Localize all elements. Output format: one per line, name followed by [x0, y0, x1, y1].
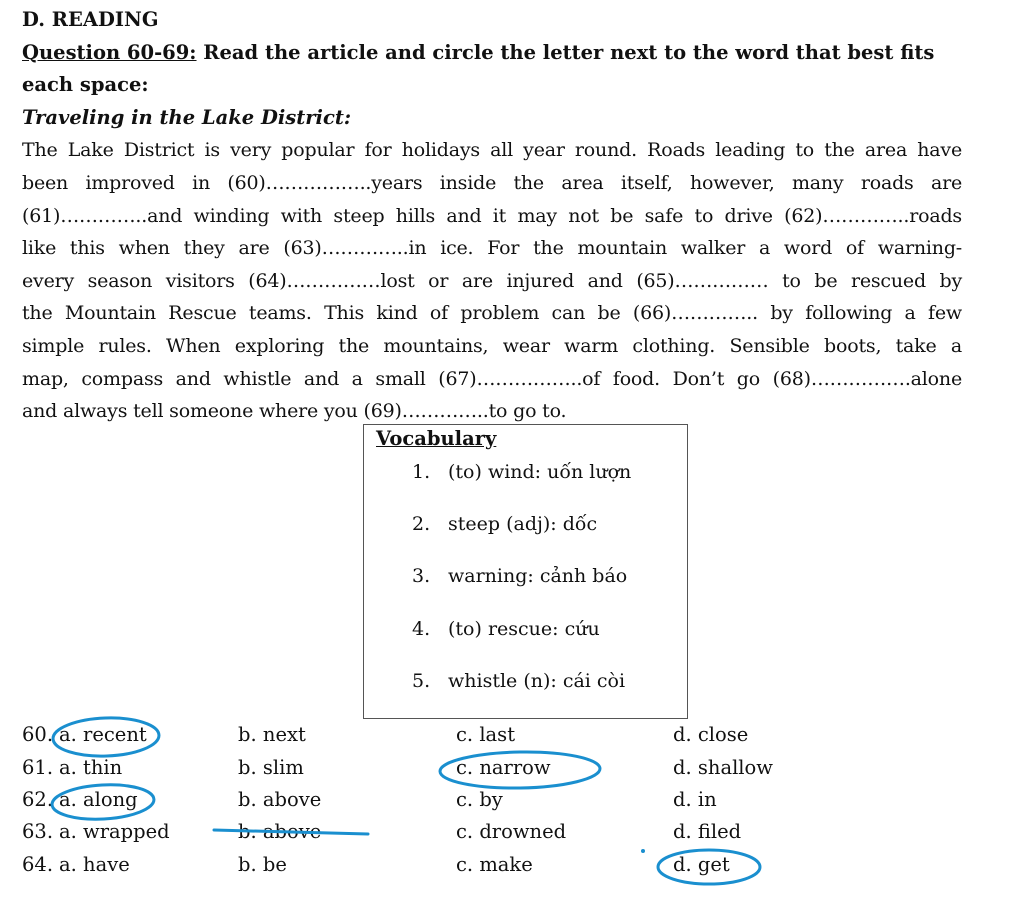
question-instruction-line-1 [22, 37, 962, 70]
question-label: Question 60-69: [22, 40, 197, 64]
option-c[interactable]: c. drowned [456, 820, 567, 843]
article-title: Traveling in the Lake District: [22, 105, 352, 129]
article-body [22, 134, 962, 427]
article-line: like this when they are (63)…………..in ice. For the mountain walker a word of warning- [22, 237, 962, 260]
question-number: 60. [22, 723, 54, 746]
option-d[interactable]: d. shallow [673, 756, 773, 779]
article-line: (61)…………..and winding with steep hills and it may not be safe to drive (62)…………..roads [22, 204, 962, 227]
question-instruction-line-2: each space: [22, 73, 149, 97]
option-d[interactable]: d. get [673, 853, 730, 876]
vocabulary-item: 4. (to) rescue: cứu [412, 618, 600, 640]
option-a[interactable]: a. have [59, 853, 130, 876]
option-c[interactable]: c. narrow [456, 756, 551, 779]
document-page [22, 4, 962, 428]
article-line: been improved in (60)……………..years inside the area itself, however, many roads are [22, 171, 962, 194]
vocabulary-item: 1. (to) wind: uốn lượn [412, 461, 632, 483]
option-d[interactable]: d. close [673, 723, 749, 746]
question-number: 63. [22, 820, 54, 843]
vocabulary-item: 5. whistle (n): cái còi [412, 670, 626, 692]
article-line: simple rules. When exploring the mountains, wear warm clothing. Sensible boots, take a [22, 334, 962, 357]
article-line: every season visitors (64)……………lost or are injured and (65)…………… to be rescued by [22, 269, 962, 292]
option-a[interactable]: a. along [59, 788, 138, 811]
vocabulary-title: Vocabulary [376, 427, 497, 450]
option-a[interactable]: a. wrapped [59, 820, 170, 843]
option-d[interactable]: d. filed [673, 820, 742, 843]
section-heading: D. READING [22, 8, 159, 31]
article-line: the Mountain Rescue teams. This kind of problem can be (66)………….. by following a few [22, 302, 962, 325]
vocabulary-item: 2. steep (adj): dốc [412, 513, 598, 535]
option-b[interactable]: b. slim [238, 756, 304, 779]
article-line: The Lake District is very popular for holidays all year round. Roads leading to the area have [22, 139, 962, 162]
question-number: 64. [22, 853, 54, 876]
option-c[interactable]: c. by [456, 788, 503, 811]
vocabulary-box [363, 424, 688, 719]
ink-dot [641, 849, 645, 853]
article-line: map, compass and whistle and a small (67)……………..of food. Don’t go (68)…………….alone [22, 367, 962, 390]
question-number: 62. [22, 788, 54, 811]
vocabulary-item: 3. warning: cảnh báo [412, 565, 628, 587]
article-line: and always tell someone where you (69)…………..to go to. [22, 400, 567, 423]
option-c[interactable]: c. make [456, 853, 533, 876]
option-b[interactable]: b. next [238, 723, 306, 746]
question-number: 61. [22, 756, 54, 779]
question-instruction: Read the article and circle the letter next to the word that best fits [196, 40, 935, 64]
option-a[interactable]: a. thin [59, 756, 123, 779]
option-a[interactable]: a. recent [59, 723, 147, 746]
option-b[interactable]: b. above [238, 788, 322, 811]
option-b-struck[interactable]: b. above [238, 820, 322, 843]
option-b[interactable]: b. be [238, 853, 287, 876]
option-d[interactable]: d. in [673, 788, 717, 811]
option-c[interactable]: c. last [456, 723, 516, 746]
